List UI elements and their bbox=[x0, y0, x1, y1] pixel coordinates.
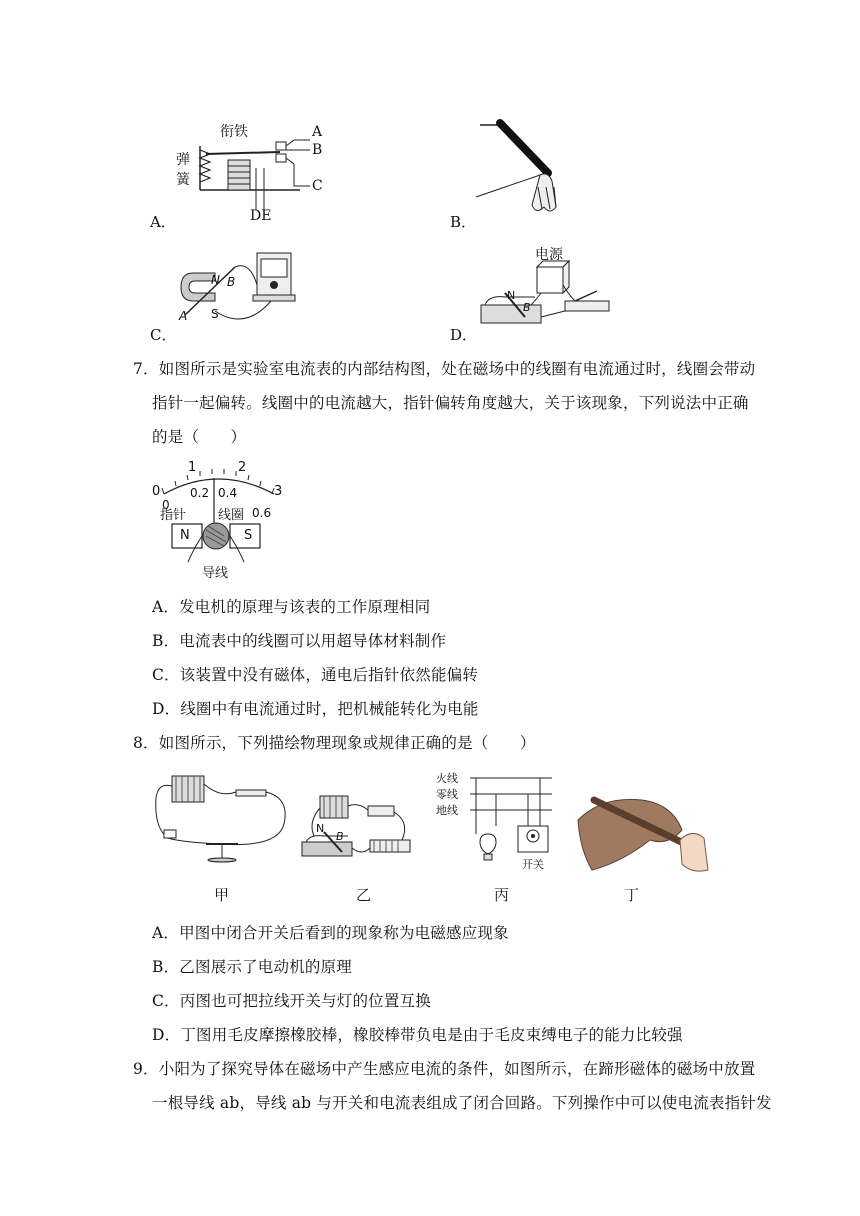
scale-inner-04: 0.4 bbox=[218, 486, 238, 500]
label-zhizhen: 指针 bbox=[160, 508, 187, 523]
fig-c-label-b: B bbox=[227, 275, 236, 289]
fig-c-label-s: S bbox=[211, 307, 219, 321]
label-lingxian: 零线 bbox=[436, 788, 458, 801]
q6-figure-d bbox=[475, 245, 615, 335]
q7-ammeter-figure bbox=[148, 458, 288, 583]
label-dixian: 地线 bbox=[436, 804, 458, 817]
q7-stem-line2: 指针一起偏转。线圈中的电流越大，指针偏转角度越大，关于该现象，下列说法中正确 bbox=[152, 394, 749, 412]
magnet-n-label: N bbox=[180, 528, 190, 543]
q8-stem-line1: 8．如图所示，下列描绘物理现象或规律正确的是（ ） bbox=[133, 734, 536, 752]
magnet-s-label: S bbox=[244, 528, 253, 543]
q6-figure-c bbox=[175, 245, 300, 330]
q8-option-a: A．甲图中闭合开关后看到的现象称为电磁感应现象 bbox=[152, 924, 509, 942]
scale-inner-06: 0.6 bbox=[252, 506, 272, 520]
scale-outer-0: 0 bbox=[152, 484, 161, 499]
fig-a-label-c: C bbox=[312, 178, 323, 194]
q6-option-c-label: C． bbox=[150, 326, 177, 344]
q7-stem-line3: 的是（ ） bbox=[152, 428, 247, 446]
q8-figure-bing bbox=[436, 770, 556, 870]
q7-stem-line1: 7．如图所示是实验室电流表的内部结构图，处在磁场中的线圈有电流通过时，线圈会带动 bbox=[133, 360, 756, 378]
q6-option-d-label: D． bbox=[450, 326, 478, 344]
fig-a-label-b: B bbox=[312, 142, 323, 158]
fig-d-label-dianyuan: 电源 bbox=[535, 247, 563, 263]
q6-figure-b bbox=[470, 115, 580, 225]
fig-a-label-xianjian: 衔铁 bbox=[220, 124, 248, 140]
q9-stem-line2: 一根导线 ab，导线 ab 与开关和电流表组成了闭合回路。下列操作中可以使电流表指针发 bbox=[152, 1094, 772, 1112]
q8-figure-jia bbox=[150, 768, 290, 868]
q8-figure-yi bbox=[298, 792, 418, 868]
caption-yi: 乙 bbox=[356, 886, 372, 904]
q7-option-c: C．该装置中没有磁体，通电后指针依然能偏转 bbox=[152, 666, 479, 684]
q6-option-a-label: A． bbox=[150, 213, 176, 231]
scale-outer-2: 2 bbox=[238, 460, 247, 475]
fig-d-label-n: N bbox=[507, 289, 516, 302]
scale-outer-3: 3 bbox=[274, 484, 283, 499]
q7-option-d: D．线圈中有电流通过时，把机械能转化为电能 bbox=[152, 700, 479, 718]
q8-figure-ding bbox=[572, 790, 712, 876]
q6-figure-a bbox=[170, 120, 340, 225]
q8-option-d: D．丁图用毛皮摩擦橡胶棒，橡胶棒带负电是由于毛皮束缚电子的能力比较强 bbox=[152, 1026, 683, 1044]
label-kaiguan: 开关 bbox=[522, 858, 544, 871]
q8-option-c: C．丙图也可把拉线开关与灯的位置互换 bbox=[152, 992, 431, 1010]
fig-yi-label-n: N bbox=[316, 822, 325, 835]
label-huoxian: 火线 bbox=[436, 772, 458, 785]
scale-outer-1: 1 bbox=[188, 460, 197, 475]
label-xianquan: 线圈 bbox=[218, 508, 245, 523]
fig-a-label-de: DE bbox=[250, 208, 272, 224]
fig-a-label-huang: 簧 bbox=[176, 172, 190, 188]
scale-inner-0: 0 bbox=[162, 498, 170, 512]
fig-a-label-tan: 弹 bbox=[176, 152, 190, 168]
q7-option-b: B．电流表中的线圈可以用超导体材料制作 bbox=[152, 632, 447, 650]
scale-inner-02: 0.2 bbox=[190, 486, 210, 500]
caption-ding: 丁 bbox=[624, 886, 640, 904]
fig-a-label-a: A bbox=[312, 124, 323, 140]
caption-bing: 丙 bbox=[494, 886, 510, 904]
fig-d-label-b: B bbox=[523, 301, 531, 314]
fig-c-label-n: N bbox=[211, 273, 220, 287]
q9-stem-line1: 9．小阳为了探究导体在磁场中产生感应电流的条件，如图所示，在蹄形磁体的磁场中放置 bbox=[133, 1060, 756, 1078]
q8-option-b: B．乙图展示了电动机的原理 bbox=[152, 958, 352, 976]
label-daoxian: 导线 bbox=[202, 566, 229, 581]
q7-option-a: A．发电机的原理与该表的工作原理相同 bbox=[152, 598, 431, 616]
caption-jia: 甲 bbox=[214, 886, 230, 904]
fig-yi-label-b: B bbox=[336, 830, 344, 843]
q6-option-b-label: B． bbox=[450, 213, 477, 231]
fig-c-label-a: A bbox=[179, 309, 188, 323]
